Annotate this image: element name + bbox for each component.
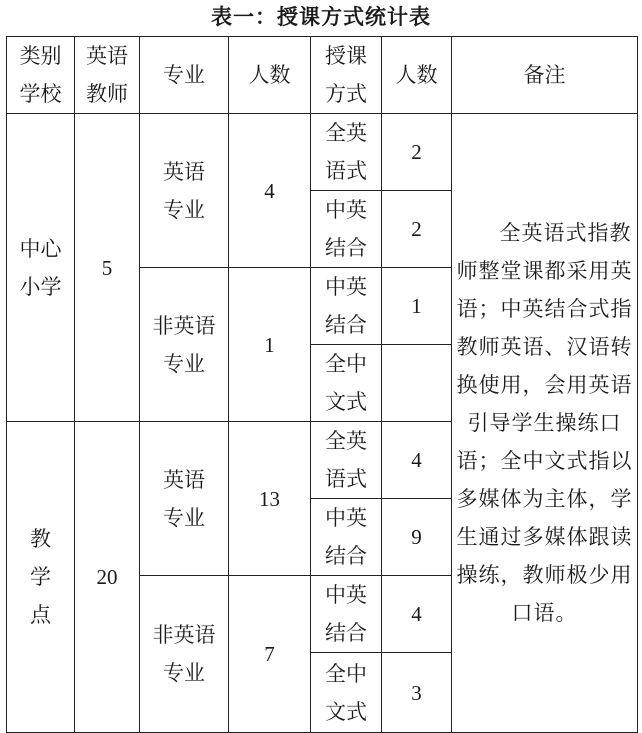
- method-count: 4: [382, 576, 452, 653]
- method-count: [382, 345, 452, 422]
- school-name: 教 学 点: [7, 422, 75, 733]
- major-count: 7: [229, 576, 311, 733]
- notes-text: 全英语式指教师整堂课都采用英语；中英结合式指教师英语、汉语转换使用，会用英语引导学生操练口语；全中文式指以多媒体为主体，学生通过多媒体跟读操练，教师极少用口语。: [456, 221, 633, 625]
- header-teachers: 英语 教师: [75, 37, 140, 114]
- method-name: 全英 语式: [311, 114, 382, 191]
- header-major: 专业: [140, 37, 229, 114]
- teacher-count: 5: [75, 114, 140, 422]
- major-count: 4: [229, 114, 311, 268]
- method-name: 全中 文式: [311, 653, 382, 733]
- header-notes: 备注: [452, 37, 638, 114]
- method-name: 中英 结合: [311, 191, 382, 268]
- header-method-count: 人数: [382, 37, 452, 114]
- method-count: 2: [382, 114, 452, 191]
- teacher-count: 20: [75, 422, 140, 733]
- method-name: 全中 文式: [311, 345, 382, 422]
- table-row: [7, 114, 638, 191]
- method-name: 中英 结合: [311, 268, 382, 345]
- method-count: 2: [382, 191, 452, 268]
- method-name: 全英 语式: [311, 422, 382, 499]
- method-count: 1: [382, 268, 452, 345]
- method-count: 3: [382, 653, 452, 733]
- header-count: 人数: [229, 37, 311, 114]
- header-method: 授课 方式: [311, 37, 382, 114]
- method-name: 中英 结合: [311, 499, 382, 576]
- method-name: 中英 结合: [311, 576, 382, 653]
- major-name: 非英语 专业: [140, 576, 229, 733]
- major-count: 1: [229, 268, 311, 422]
- notes-cell: [452, 114, 638, 733]
- major-count: 13: [229, 422, 311, 576]
- teaching-method-table: [6, 36, 638, 733]
- major-name: 非英语 专业: [140, 268, 229, 422]
- header-row: [7, 37, 638, 114]
- table-title: 表一：授课方式统计表: [211, 4, 431, 29]
- method-count: 4: [382, 422, 452, 499]
- method-count: 9: [382, 499, 452, 576]
- header-school: 类别 学校: [7, 37, 75, 114]
- major-name: 英语 专业: [140, 422, 229, 576]
- school-name: 中心 小学: [7, 114, 75, 422]
- major-name: 英语 专业: [140, 114, 229, 268]
